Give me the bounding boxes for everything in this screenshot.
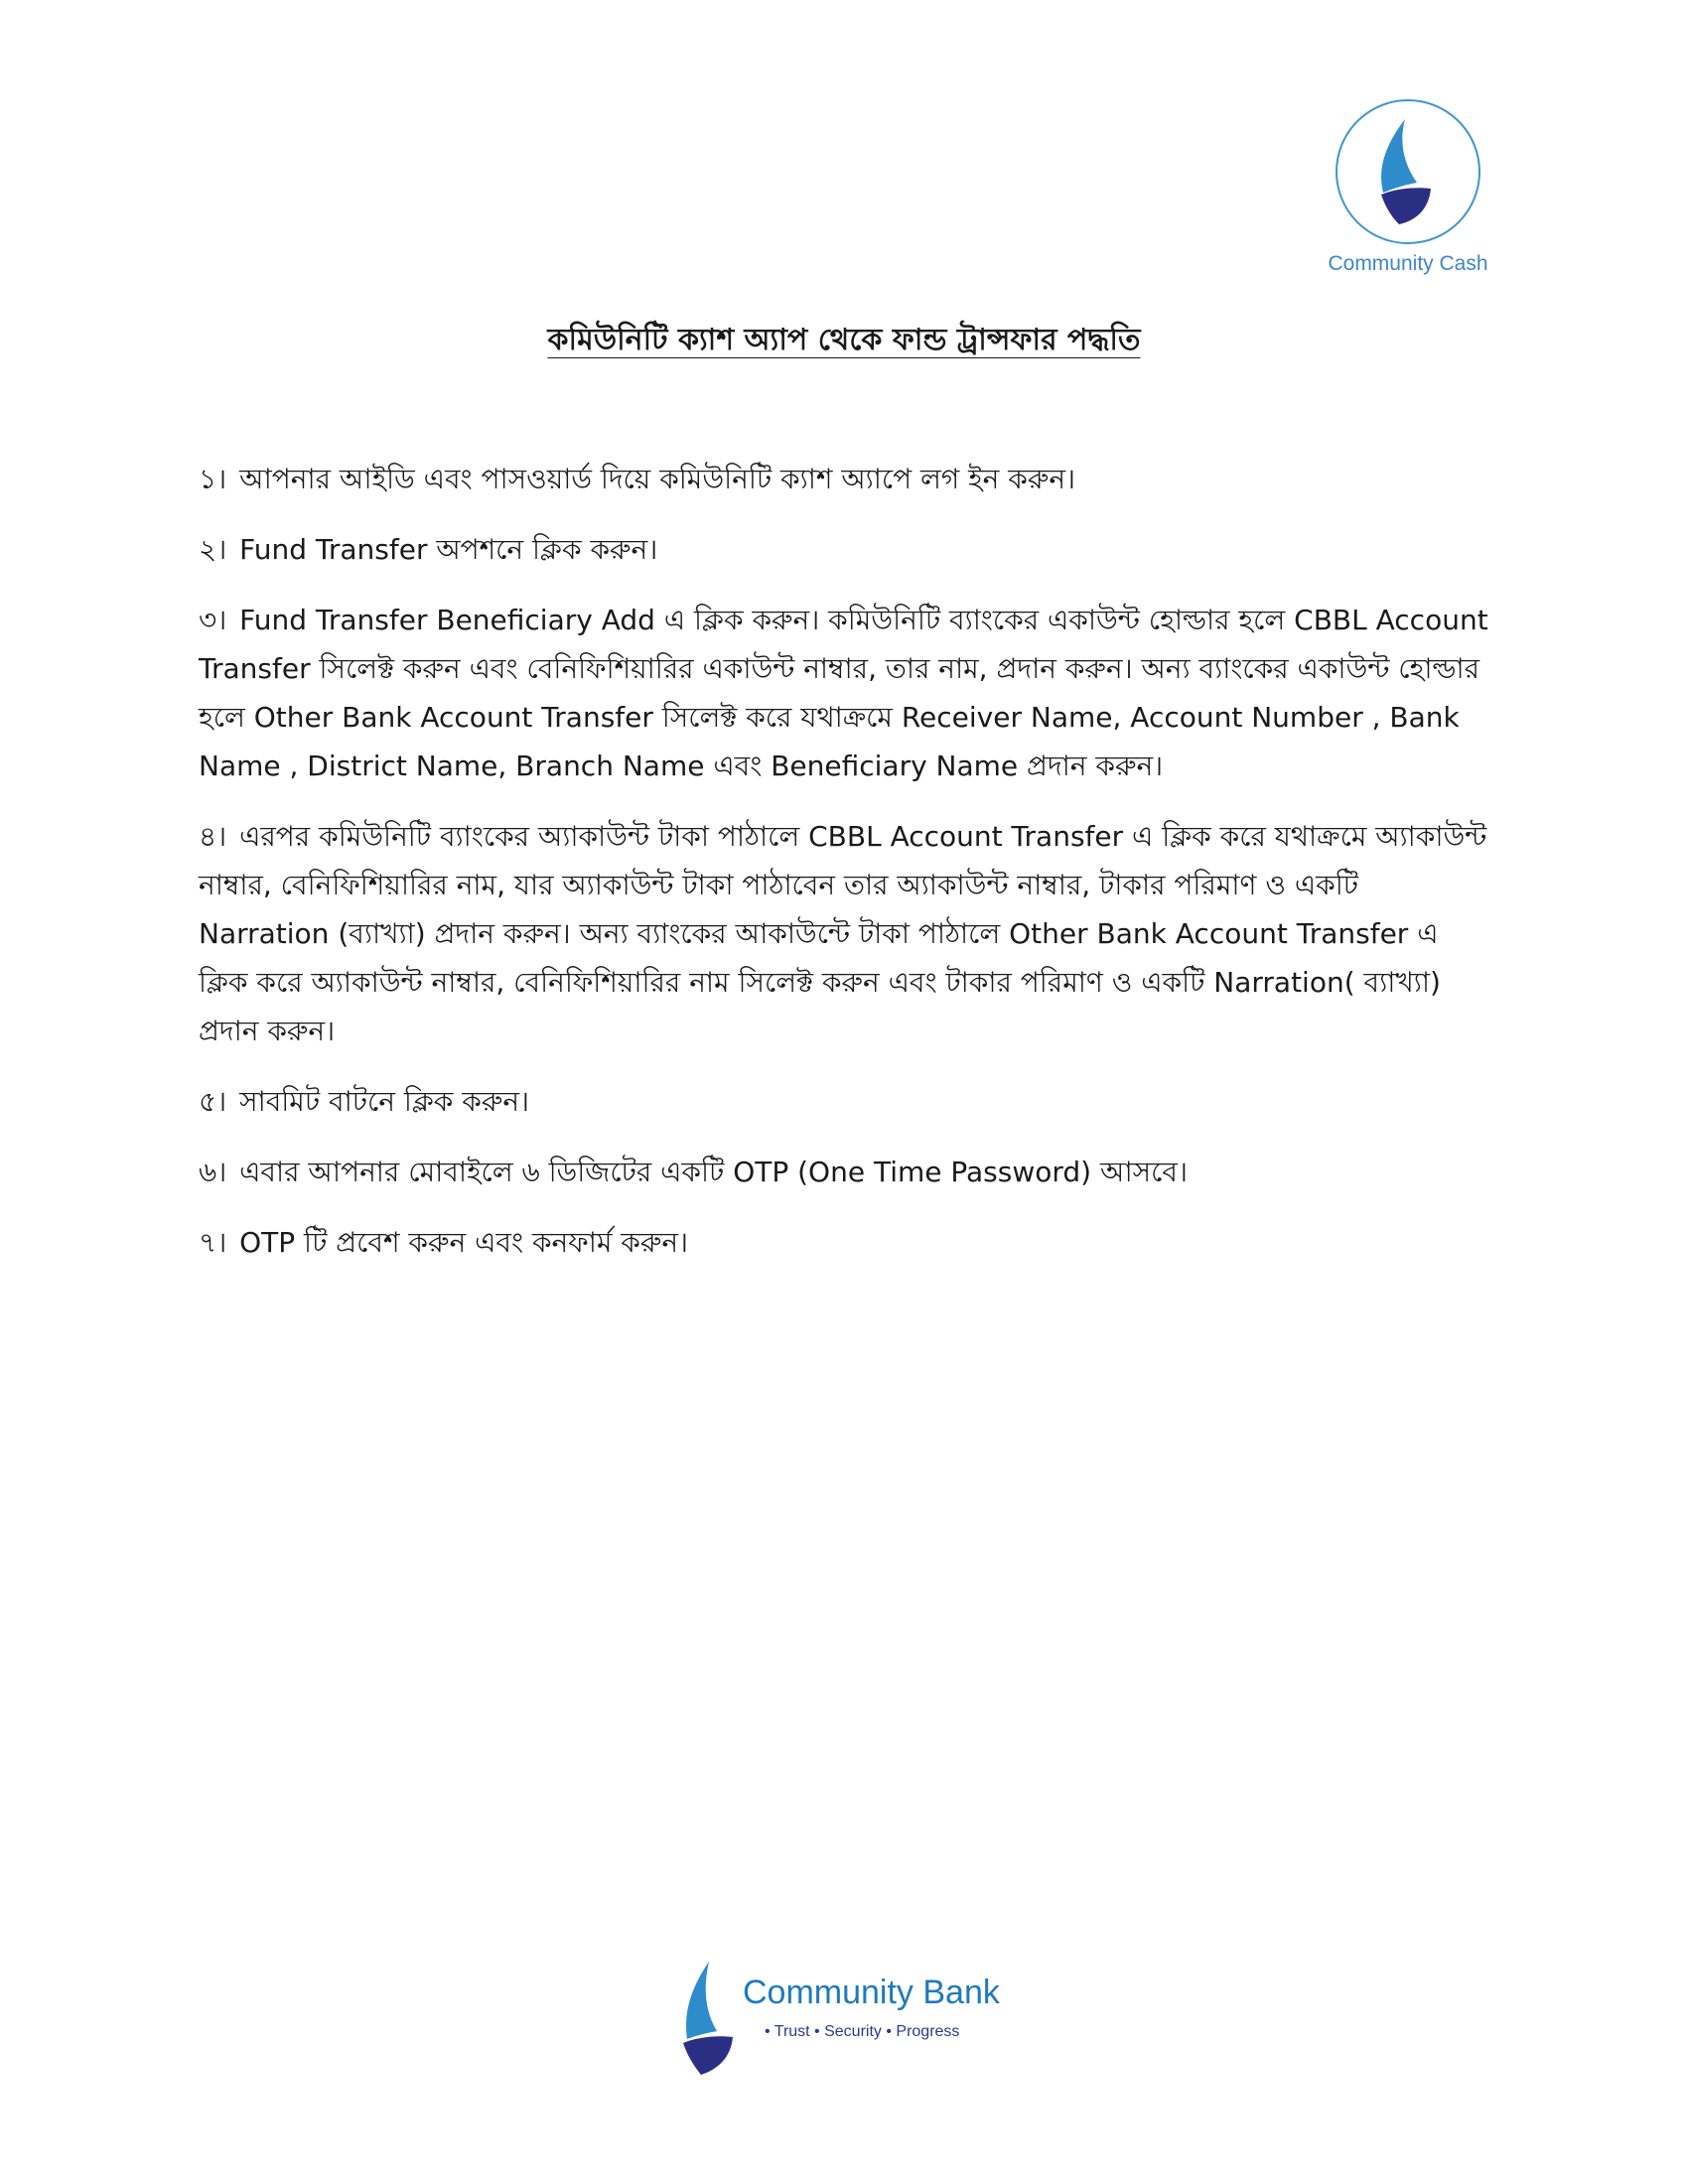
page-title bbox=[0, 316, 1688, 366]
step-text: সাবমিট বাটনে ক্লিক করুন। bbox=[239, 1085, 530, 1118]
bank-tagline: • Trust • Security • Progress bbox=[765, 2023, 960, 2040]
step-3 bbox=[199, 596, 1489, 790]
page-title-text: কমিউনিটি ক্যাশ অ্যাপ থেকে ফান্ড ট্রান্সফার পদ্ধতি bbox=[547, 323, 1141, 357]
step-number: ২। bbox=[199, 533, 227, 566]
step-number: ৪। bbox=[199, 820, 227, 853]
step-7 bbox=[199, 1218, 1489, 1267]
step-text: Fund Transfer অপশনে ক্লিক করুন। bbox=[239, 533, 658, 566]
step-6 bbox=[199, 1148, 1489, 1196]
sail-icon bbox=[1334, 97, 1482, 246]
step-text: আপনার আইডি এবং পাসওয়ার্ড দিয়ে কমিউনিটি ক্যাশ অ্যাপে লগ ইন করুন। bbox=[239, 463, 1076, 495]
step-text: Fund Transfer Beneficiary Add এ ক্লিক করুন। কমিউনিটি ব্যাংকের একাউন্ট হোল্ডার হলে CBBL Account Transfer সিলেক্ট করুন এবং বেনিফিশিয়ারির একাউন্ট নাম্বার, তার নাম, প্রদান করুন। অন্য ব্যাংকের একাউন্ট হোল্ডার হলে Other Bank Account Transfer সিলেক্ট করে যথাক্রমে Receiver Name, Account Number , Bank Name , District Name, Branch Name এবং Beneficiary Name প্রদান করুন। bbox=[199, 604, 1488, 782]
step-text: এবার আপনার মোবাইলে ৬ ডিজিটের একটি OTP (One Time Password) আসবে। bbox=[239, 1156, 1188, 1188]
footer-logo bbox=[671, 1958, 1029, 2085]
step-number: ৫। bbox=[199, 1085, 227, 1118]
step-number: ১। bbox=[199, 463, 227, 495]
instruction-list bbox=[199, 455, 1489, 1289]
bank-name: Community Bank bbox=[743, 1974, 1000, 2011]
step-text: এরপর কমিউনিটি ব্যাংকের অ্যাকাউন্ট টাকা পাঠালে CBBL Account Transfer এ ক্লিক করে যথাক্রমে অ্যাকাউন্ট নাম্বার, বেনিফিশিয়ারির নাম, যার অ্যাকাউন্ট টাকা পাঠাবেন তার অ্যাকাউন্ট নাম্বার, টাকার পরিমাণ ও একটি Narration (ব্যাখ্যা) প্রদান করুন। অন্য ব্যাংকের আকাউন্টে টাকা পাঠালে Other Bank Account Transfer এ ক্লিক করে অ্যাকাউন্ট নাম্বার, বেনিফিশিয়ারির নাম সিলেক্ট করুন এবং টাকার পরিমাণ ও একটি Narration( ব্যাখ্যা) প্রদান করুন। bbox=[199, 820, 1487, 1047]
header-logo bbox=[1319, 97, 1497, 276]
step-number: ৭। bbox=[199, 1226, 227, 1259]
step-4 bbox=[199, 812, 1489, 1055]
step-number: ৬। bbox=[199, 1156, 227, 1188]
step-2 bbox=[199, 525, 1489, 574]
brand-name: Community Cash bbox=[1328, 252, 1488, 275]
step-5 bbox=[199, 1077, 1489, 1126]
step-1 bbox=[199, 455, 1489, 503]
step-text: OTP টি প্রবেশ করুন এবং কনফার্ম করুন। bbox=[239, 1226, 689, 1259]
step-number: ৩। bbox=[199, 604, 227, 636]
sail-icon bbox=[671, 1958, 741, 2081]
